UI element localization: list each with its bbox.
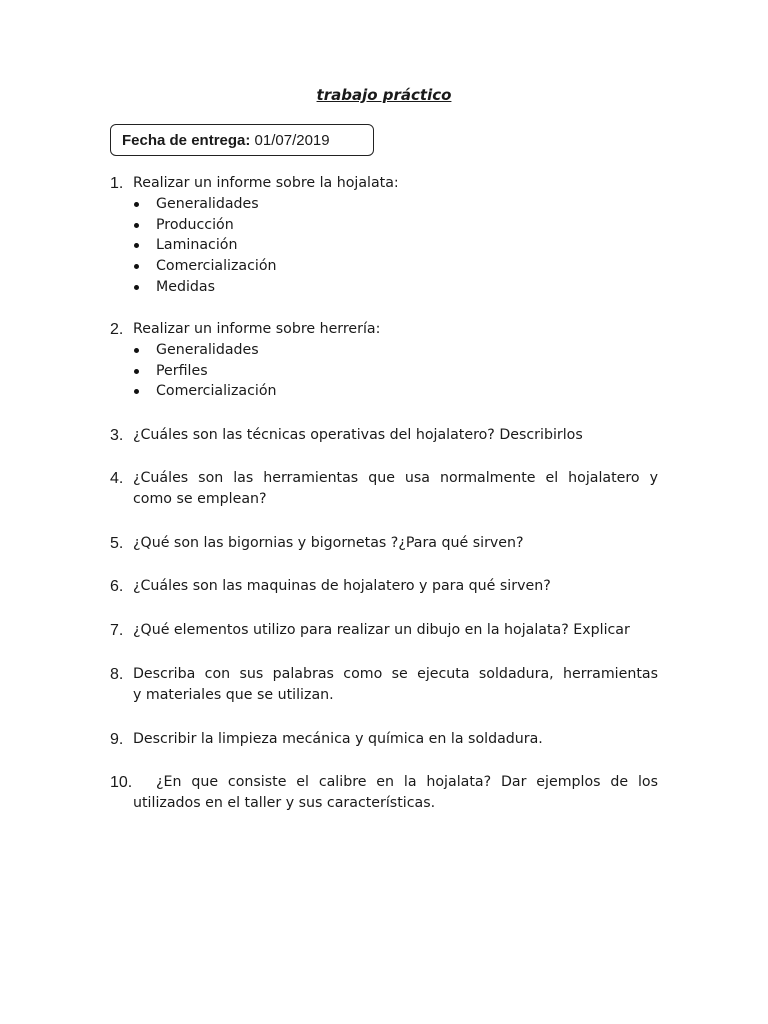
question-text (110, 772, 658, 814)
list-item: Comercialización (133, 381, 658, 402)
question-number: 3. (110, 427, 124, 444)
question-4 (110, 468, 658, 510)
list-item: Generalidades (133, 194, 658, 215)
page-title: trabajo práctico (316, 86, 452, 104)
question-text: Describir la limpieza mecánica y química en la soldadura. (133, 731, 543, 747)
question-number: 5. (110, 535, 124, 552)
question-text: Realizar un informe sobre herrería: (133, 321, 381, 337)
list-item: Medidas (133, 277, 658, 298)
question-7 (110, 620, 658, 641)
question-5 (110, 533, 658, 554)
bullet-icon (134, 202, 139, 207)
question-text-line: ¿En que consiste el calibre en la hojalata? Dar ejemplos de los (156, 774, 658, 790)
question-text-line: Describa con sus palabras como se ejecuta soldadura, herramientas (133, 666, 658, 682)
list-item: Laminación (133, 235, 658, 256)
question-text (133, 664, 658, 706)
list-item: Generalidades (133, 340, 658, 361)
bullet-icon (134, 285, 139, 290)
question-number: 10. (110, 774, 133, 791)
bullet-list (133, 194, 658, 298)
question-10 (110, 772, 658, 814)
question-number: 6. (110, 578, 124, 595)
question-text: ¿Cuáles son las maquinas de hojalatero y para qué sirven? (133, 578, 551, 594)
bullet-icon (134, 389, 139, 394)
question-8 (110, 664, 658, 706)
list-item: Comercialización (133, 256, 658, 277)
question-number: 8. (110, 666, 124, 683)
question-text-line: y materiales que se utilizan. (133, 687, 334, 703)
question-text: ¿Qué son las bigornias y bigornetas ?¿Para qué sirven? (133, 535, 524, 551)
question-text-line: como se emplean? (133, 491, 267, 507)
question-number: 4. (110, 470, 124, 487)
question-number: 2. (110, 321, 124, 338)
question-text (133, 468, 658, 510)
list-item: Perfiles (133, 361, 658, 382)
question-number: 9. (110, 731, 124, 748)
question-3 (110, 425, 658, 446)
due-date-label: Fecha de entrega: (122, 132, 251, 149)
question-number: 1. (110, 175, 124, 192)
question-text: ¿Cuáles son las técnicas operativas del hojalatero? Describirlos (133, 427, 583, 443)
bullet-icon (134, 264, 139, 269)
question-2 (110, 319, 658, 402)
question-text: Realizar un informe sobre la hojalata: (133, 175, 399, 191)
question-text-line: ¿Cuáles son las herramientas que usa normalmente el hojalatero y (133, 470, 658, 486)
bullet-icon (134, 348, 139, 353)
bullet-icon (134, 223, 139, 228)
list-item: Producción (133, 215, 658, 236)
question-1 (110, 173, 658, 298)
bullet-list (133, 340, 658, 402)
question-text: ¿Qué elementos utilizo para realizar un dibujo en la hojalata? Explicar (133, 622, 630, 638)
question-6 (110, 576, 658, 597)
question-text-line: utilizados en el taller y sus características. (133, 795, 436, 811)
bullet-icon (134, 243, 139, 248)
question-9 (110, 729, 658, 750)
bullet-icon (134, 369, 139, 374)
due-date-value: 01/07/2019 (254, 132, 330, 149)
question-number: 7. (110, 622, 124, 639)
due-date-box (110, 124, 374, 156)
